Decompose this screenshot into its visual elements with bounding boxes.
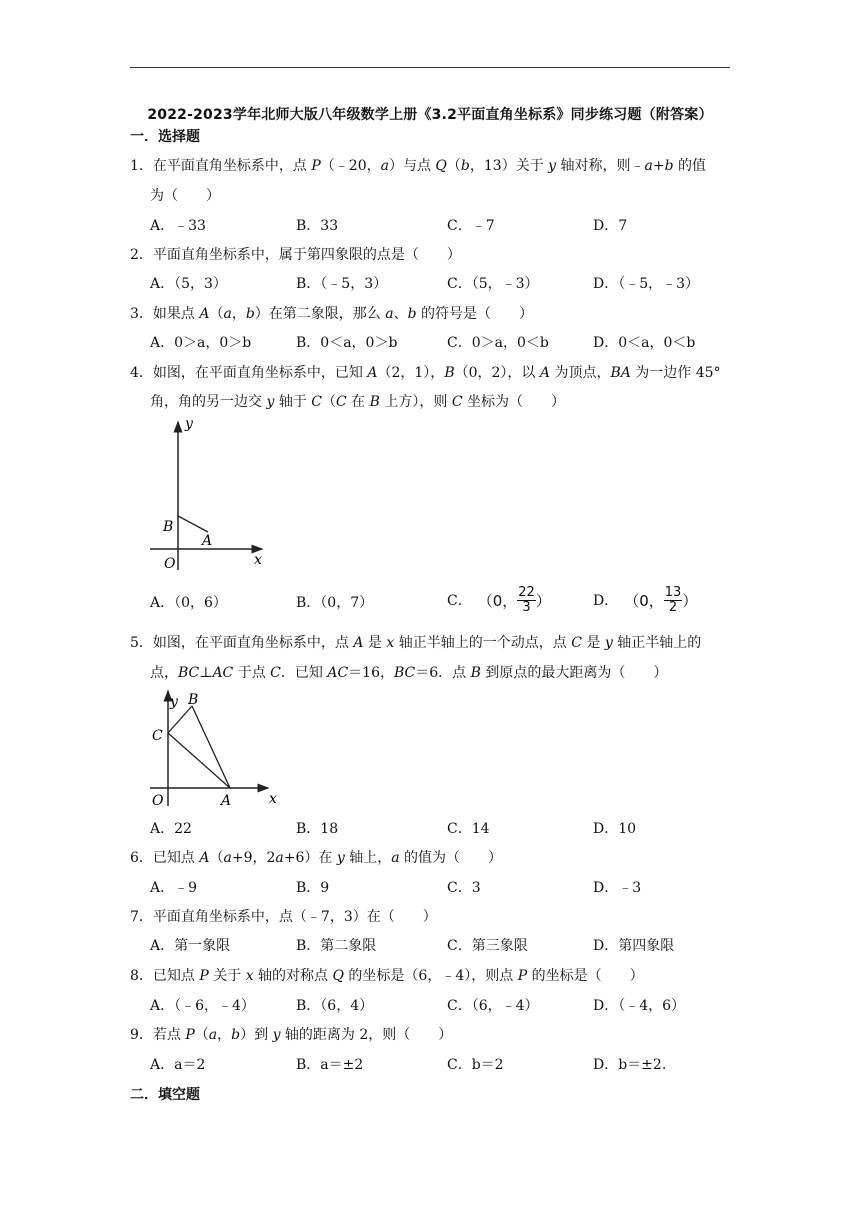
question-4-line-1: 4．如图，在平面直角坐标系中，已知 A（2，1），B（0，2），以 A 为顶点，BA 为一边作 45° [130, 365, 721, 381]
question-7-text: 7．平面直角坐标系中，点（﹣7，3）在（ ） [130, 909, 437, 925]
question-9-text: 9．若点 P（a，b）到 y 轴的距离为 2，则（ ） [130, 1027, 453, 1043]
q3-option-d[interactable]: D．0＜a，0＜b [593, 335, 696, 351]
q2-option-c[interactable]: C．（5，﹣3） [447, 276, 539, 292]
q1-option-c[interactable]: C．﹣7 [447, 218, 495, 234]
q4-option-c[interactable]: C． （0， 22 3 ） [447, 584, 551, 615]
q4-option-b[interactable]: B．（0，7） [296, 595, 374, 611]
q6-option-d[interactable]: D．﹣3 [593, 880, 642, 896]
label-a: A [202, 533, 213, 549]
q7-option-b[interactable]: B．第二象限 [296, 938, 377, 954]
q9-option-d[interactable]: D．b＝±2. [593, 1057, 667, 1073]
question-4-figure [140, 412, 280, 577]
label-a: A [221, 793, 232, 809]
label-c: C [152, 728, 163, 744]
q6-option-a[interactable]: A．﹣9 [150, 880, 198, 896]
label-b: B [163, 519, 174, 535]
q1-option-b[interactable]: B．33 [296, 218, 339, 234]
q7-option-a[interactable]: A．第一象限 [150, 938, 231, 954]
q1-option-a[interactable]: A．﹣33 [150, 218, 206, 234]
q5-option-d[interactable]: D．10 [593, 821, 637, 837]
section-heading-fill: 二．填空题 [130, 1087, 200, 1103]
page-title: 2022-2023学年北师大版八年级数学上册《3.2平面直角坐标系》同步练习题（附答案） [147, 107, 713, 123]
question-8-text: 8．已知点 P 关于 x 轴的对称点 Q 的坐标是（6，﹣4），则点 P 的坐标是（ ） [130, 968, 644, 984]
q8-option-c[interactable]: C．（6，﹣4） [447, 998, 539, 1014]
q6-option-c[interactable]: C．3 [447, 880, 481, 896]
header-rule [130, 67, 730, 68]
q9-option-c[interactable]: C．b＝2 [447, 1057, 504, 1073]
section-heading-choice: 一．选择题 [130, 129, 200, 145]
q8-option-d[interactable]: D．（﹣4，6） [593, 998, 686, 1014]
label-o: O [152, 793, 164, 809]
q7-option-c[interactable]: C．第三象限 [447, 938, 528, 954]
q2-option-b[interactable]: B．（﹣5，3） [296, 276, 388, 292]
q8-option-a[interactable]: A．（﹣6，﹣4） [150, 998, 255, 1014]
segment-ba [178, 516, 208, 532]
question-1-line-1: 1．在平面直角坐标系中，点 P（﹣20，a）与点 Q（b，13）关于 y 轴对称，则﹣a+b 的值 [130, 158, 707, 174]
label-o: O [164, 556, 176, 572]
q9-option-a[interactable]: A．a＝2 [150, 1057, 206, 1073]
question-1-line-2: 为（ ） [150, 188, 220, 204]
label-x: x [254, 552, 262, 568]
q8-option-b[interactable]: B．（6，4） [296, 998, 374, 1014]
question-6-text: 6．已知点 A（a+9，2a+6）在 y 轴上，a 的值为（ ） [130, 850, 503, 866]
segment-ca [168, 733, 230, 788]
question-5-line-2: 点，BC⊥AC 于点 C．已知 AC＝16，BC＝6．点 B 到原点的最大距离为（ ） [150, 665, 668, 681]
q9-option-b[interactable]: B．a＝±2 [296, 1057, 364, 1073]
q5-option-a[interactable]: A．22 [150, 821, 192, 837]
question-3-text: 3．如果点 A（a，b）在第二象限，那么 a、b 的符号是（ ） [130, 306, 534, 322]
q3-option-b[interactable]: B．0＜a，0＞b [296, 335, 398, 351]
q1-option-d[interactable]: D．7 [593, 218, 628, 234]
question-2-text: 2．平面直角坐标系中，属于第四象限的点是（ ） [130, 247, 461, 263]
q5-option-c[interactable]: C．14 [447, 821, 490, 837]
q7-option-d[interactable]: D．第四象限 [593, 938, 675, 954]
q6-option-b[interactable]: B．9 [296, 880, 330, 896]
label-y: y [185, 416, 193, 432]
q3-option-c[interactable]: C．0＞a，0＜b [447, 335, 549, 351]
q2-option-a[interactable]: A．（5，3） [150, 276, 227, 292]
label-b: B [188, 692, 199, 708]
question-5-figure [140, 686, 285, 811]
label-y: y [170, 694, 178, 710]
question-4-line-2: 角，角的另一边交 y 轴于 C（C 在 B 上方），则 C 坐标为（ ） [150, 394, 565, 410]
segment-ba [192, 706, 230, 788]
q3-option-a[interactable]: A．0＞a，0＞b [150, 335, 252, 351]
segment-cb [168, 706, 192, 733]
q5-option-b[interactable]: B．18 [296, 821, 339, 837]
label-x: x [269, 791, 277, 807]
q2-option-d[interactable]: D．（﹣5，﹣3） [593, 276, 700, 292]
q4-option-a[interactable]: A．（0，6） [150, 595, 227, 611]
question-5-line-1: 5．如图，在平面直角坐标系中，点 A 是 x 轴正半轴上的一个动点，点 C 是 y 轴正半轴上的 [130, 635, 702, 651]
q4-option-d[interactable]: D． （0， 13 2 ） [593, 584, 698, 615]
